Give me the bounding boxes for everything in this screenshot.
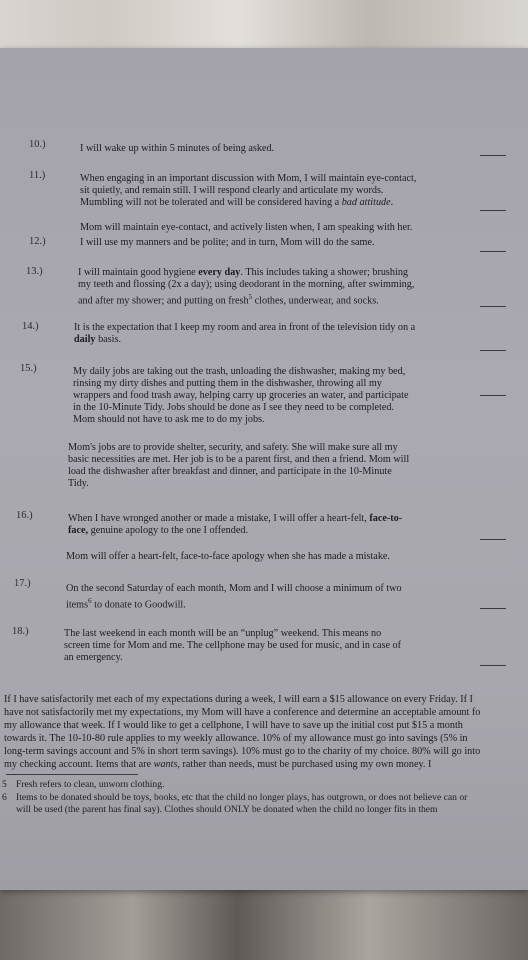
checkbox-line — [480, 350, 506, 351]
mom-text: basic necessities are met. Her job is to be a parent first, and then a friend. Mom will — [68, 454, 410, 465]
item-text: The last weekend in each month will be an “unplug” weekend. This means no — [64, 628, 382, 639]
mom-text: Mom will maintain eye-contact, and actively listen when, I am speaking with her. — [80, 222, 413, 233]
document-page — [0, 48, 528, 890]
item-text: Mumbling will not be tolerated and will be considered having a bad attitude. — [80, 197, 394, 208]
item-number: 13.) — [26, 266, 43, 277]
item-text: Mom should not have to ask me to do my jobs. — [73, 414, 265, 425]
item-number: 15.) — [20, 363, 37, 374]
item-number: 12.) — [29, 236, 46, 247]
footnote-text: Fresh refers to clean, unworn clothing. — [16, 779, 165, 790]
item-number: 17.) — [14, 578, 31, 589]
item-text: rinsing my dirty dishes and putting them in the dishwasher, throwing all my — [73, 378, 382, 389]
item-number: 11.) — [29, 170, 46, 181]
footnote-mark: 5 — [2, 779, 7, 790]
mom-text: Tidy. — [68, 478, 89, 489]
item-number: 18.) — [12, 626, 29, 637]
paragraph-line: towards it. The 10-10-80 rule applies to my weekly allowance. 10% of my allowance must go into savings (5% in — [4, 733, 468, 744]
item-text: On the second Saturday of each month, Mom and I will choose a minimum of two — [66, 583, 402, 594]
item-text: items$^6$ to donate to Goodwill. — [66, 597, 186, 611]
item-number: 14.) — [22, 321, 39, 332]
item-number: 10.) — [29, 139, 46, 150]
checkbox-line — [480, 306, 506, 307]
footnote-mark: 6 — [2, 792, 7, 803]
checkbox-line — [480, 539, 506, 540]
checkbox-line — [480, 210, 506, 211]
checkbox-line — [480, 251, 506, 252]
footnote-text: Items to be donated should be toys, books, etc that the child no longer plays, has outgrown, or does not believe can or — [16, 792, 468, 803]
item-text: my teeth and flossing (2x a day); using deodorant in the morning, after swimming, — [78, 279, 415, 290]
item-text: an emergency. — [64, 652, 123, 663]
item-text: My daily jobs are taking out the trash, unloading the dishwasher, making my bed, — [73, 366, 406, 377]
checkbox-line — [480, 608, 506, 609]
paragraph-line: long-term savings account and 5% in short term savings). 10% must go to the charity of my choice. 80% will go into — [4, 746, 481, 757]
paragraph-line: have not satisfactorily met my expectations, my Mom will have a conference and determine an acceptable amount fo — [4, 707, 481, 718]
item-text: When engaging in an important discussion with Mom, I will maintain eye-contact, — [80, 173, 417, 184]
mom-text: load the dishwasher after breakfast and dinner, and participate in the 10-Minute — [68, 466, 392, 477]
checkbox-line — [480, 155, 506, 156]
item-text: I will use my manners and be polite; and in turn, Mom will do the same. — [80, 237, 375, 248]
item-text: When I have wronged another or made a mistake, I will offer a heart-felt, face-to- — [68, 513, 403, 524]
item-number: 16.) — [16, 510, 33, 521]
paragraph-line: my checking account. Items that are wants, rather than needs, must be purchased using my own money. I — [4, 759, 432, 770]
paragraph-line: my allowance that week. If I would like to get a cellphone, I will have to save up the initial cost put $15 a month — [4, 720, 463, 731]
background-bottom — [0, 880, 528, 960]
footnote-text: will be used (the parent has final say). Clothes should ONLY be donated when the child no longer fits in them — [16, 804, 438, 815]
item-text: I will maintain good hygiene every day. This includes taking a shower; brushing — [78, 267, 409, 278]
mom-text: Mom's jobs are to provide shelter, security, and safety. She will make sure all my — [68, 442, 398, 453]
item-text: face, genuine apology to the one I offended. — [68, 525, 249, 536]
item-text: sit quietly, and remain still. I will respond clearly and articulate my words. — [80, 185, 384, 196]
item-text: daily basis. — [74, 334, 121, 345]
paragraph-line: If I have satisfactorily met each of my expectations during a week, I will earn a $15 allowance on every Friday. If I — [4, 694, 473, 705]
item-text: in the 10-Minute Tidy. Jobs should be done as I see they need to be completed. — [73, 402, 395, 413]
item-text: I will wake up within 5 minutes of being asked. — [80, 143, 275, 154]
mom-text: Mom will offer a heart-felt, face-to-face apology when she has made a mistake. — [66, 551, 390, 562]
checkbox-line — [480, 665, 506, 666]
checkbox-line — [480, 395, 506, 396]
footnote-rule — [6, 774, 138, 775]
item-text: wrappers and food trash away, helping carry up groceries an water, and participate — [73, 390, 409, 401]
item-text: screen time for Mom and me. The cellphone may be used for music, and in case of — [64, 640, 402, 651]
item-text: and after my shower; and putting on fresh$^5$ clothes, underwear, and socks. — [78, 293, 379, 307]
item-text: It is the expectation that I keep my room and area in front of the television tidy on a — [74, 322, 416, 333]
